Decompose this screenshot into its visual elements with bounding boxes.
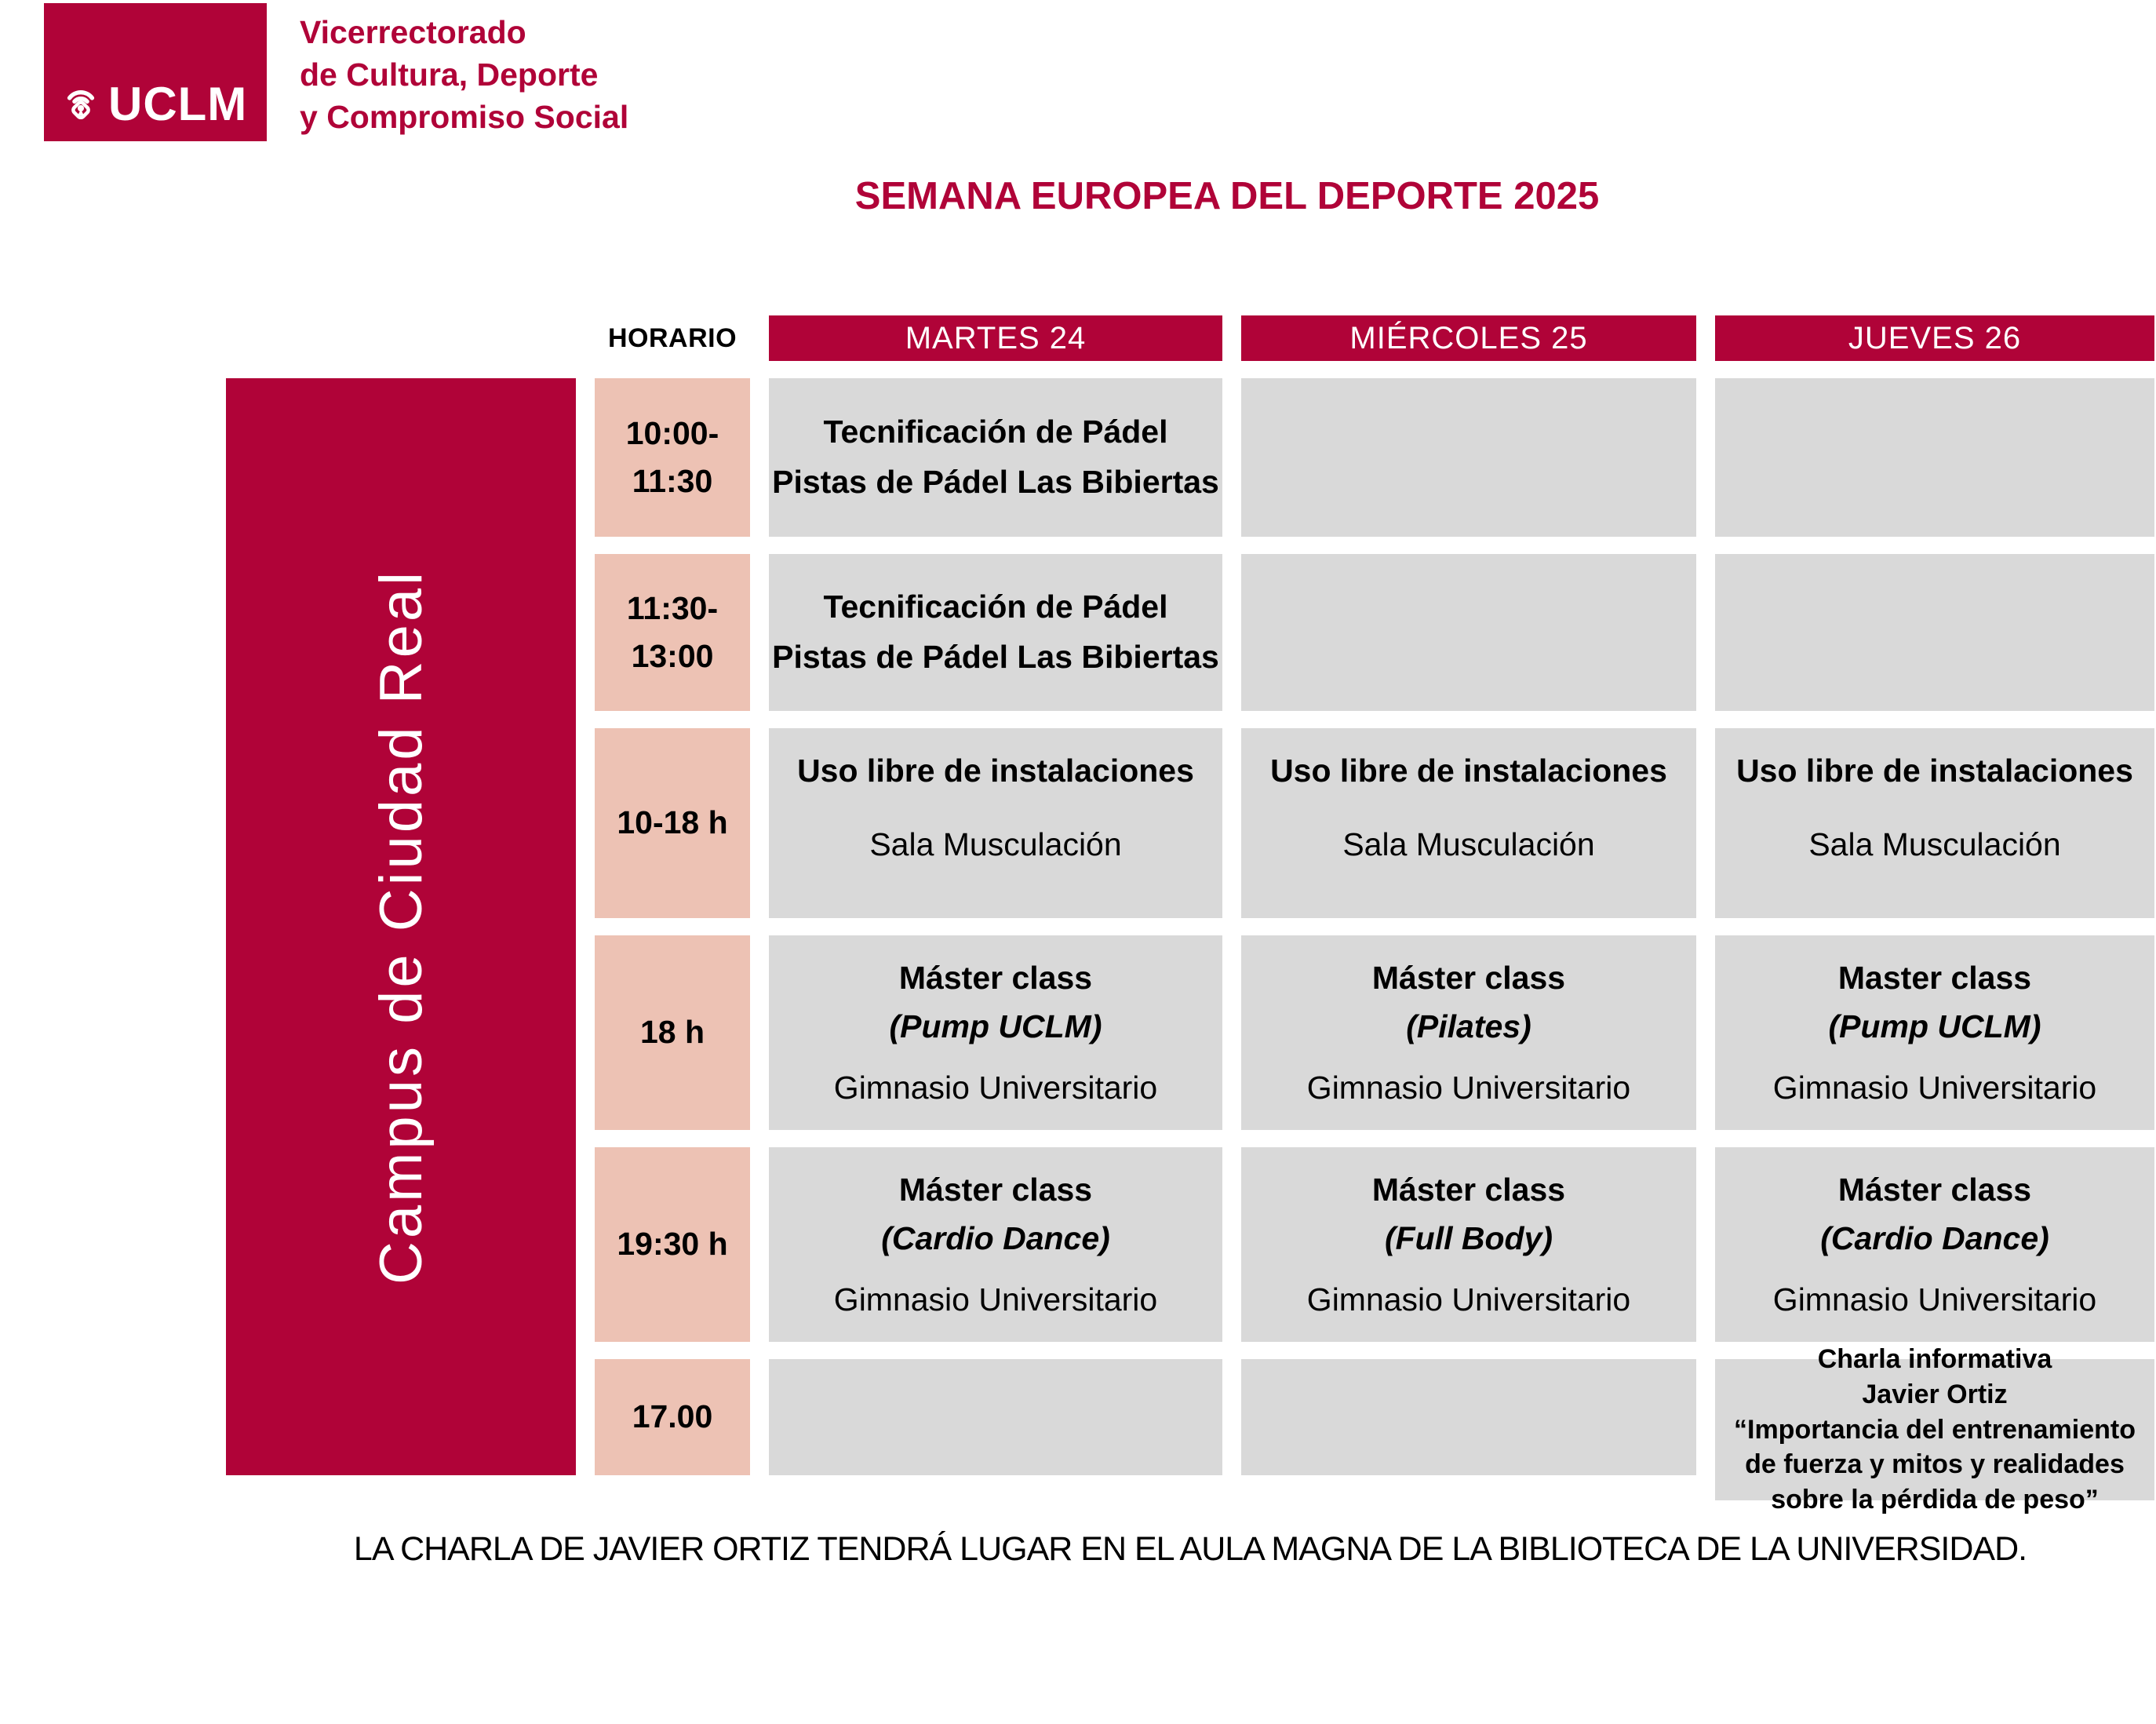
activity-title-line: Pistas de Pádel Las Bibiertas [772, 639, 1219, 675]
activity-title-line: (Pump UCLM) [1828, 1008, 2041, 1044]
activity-location: Sala Musculación [869, 826, 1122, 863]
activity-location: Gimnasio Universitario [1772, 1070, 2097, 1106]
activity-title-block [1828, 954, 2041, 1051]
department-line: Vicerrectorado [300, 14, 526, 50]
activity-location: Gimnasio Universitario [1772, 1281, 2097, 1318]
activity-title-line: Master class [1837, 960, 2032, 996]
activity-title-line: Máster class [898, 960, 1093, 996]
time-cell-r5 [595, 1147, 750, 1342]
activity-location: Sala Musculación [1342, 826, 1595, 863]
time-cell-r6 [595, 1359, 750, 1475]
charla-line: Javier Ortiz [1862, 1379, 2008, 1409]
activity-title-line: Uso libre de instalaciones [1736, 753, 2133, 789]
department-name [300, 11, 628, 138]
cell-r6-miercoles-empty [1241, 1359, 1696, 1475]
activity-location: Gimnasio Universitario [1306, 1070, 1631, 1106]
activity-title-block [1820, 1166, 2049, 1263]
activity-title-block [1372, 1166, 1565, 1263]
campus-band-label: Campus de Ciudad Real [367, 568, 435, 1285]
activity-title-line: Uso libre de instalaciones [797, 753, 1194, 789]
time-line: 19:30 h [617, 1226, 728, 1263]
activity-location: Gimnasio Universitario [833, 1070, 1158, 1106]
campus-band [226, 378, 576, 1475]
day-header-miercoles: MIÉRCOLES 25 [1241, 315, 1696, 361]
time-line: 10:00- [625, 414, 719, 451]
activity-title-line: Máster class [1371, 960, 1566, 996]
schedule-table [226, 315, 2154, 1515]
activity-location: Gimnasio Universitario [1306, 1281, 1631, 1318]
activity-title-line: (Pump UCLM) [889, 1008, 1102, 1044]
cell-r4-jueves [1715, 935, 2154, 1130]
charla-line: “Importancia del entrenamiento [1734, 1414, 2136, 1445]
cell-r2-miercoles-empty [1241, 554, 1696, 711]
cell-r1-jueves-empty [1715, 378, 2154, 537]
time-line: 13:00 [631, 638, 714, 674]
activity-location: Sala Musculación [1808, 826, 2061, 863]
cell-r6-martes-empty [769, 1359, 1222, 1475]
cell-r4-miercoles [1241, 935, 1696, 1130]
time-cell-r3 [595, 728, 750, 918]
day-header-jueves: JUEVES 26 [1715, 315, 2154, 361]
cell-r5-jueves [1715, 1147, 2154, 1342]
department-line: de Cultura, Deporte [300, 56, 599, 93]
time-line: 11:30 [632, 463, 713, 499]
activity-title-line: Máster class [898, 1172, 1093, 1208]
time-line: 10-18 h [617, 804, 728, 841]
day-header-martes: MARTES 24 [769, 315, 1222, 361]
cell-r6-jueves-charla [1715, 1343, 2154, 1515]
activity-title-line: (Full Body) [1384, 1219, 1553, 1256]
activity-title-line: Tecnificación de Pádel [823, 589, 1168, 625]
uclm-logo [44, 3, 267, 141]
activity-title-block [881, 1166, 1110, 1263]
activity-title-line: Máster class [1837, 1172, 2032, 1208]
time-cell-r1 [595, 378, 750, 537]
charla-line: Charla informativa [1817, 1343, 2052, 1374]
activity-title-line: Máster class [1371, 1172, 1566, 1208]
activity-location: Gimnasio Universitario [833, 1281, 1158, 1318]
cell-r5-miercoles [1241, 1147, 1696, 1342]
time-line: 18 h [639, 1014, 705, 1051]
cell-r5-martes [769, 1147, 1222, 1342]
cell-r3-martes [769, 728, 1222, 918]
cell-r4-martes [769, 935, 1222, 1130]
activity-title-line: (Pilates) [1406, 1008, 1531, 1044]
cell-r2-jueves-empty [1715, 554, 2154, 711]
page-title: SEMANA EUROPEA DEL DEPORTE 2025 [854, 175, 1600, 217]
uclm-emblem-icon [60, 83, 102, 126]
activity-title-line: (Cardio Dance) [881, 1219, 1110, 1256]
cell-r1-miercoles-empty [1241, 378, 1696, 537]
charla-line: sobre la pérdida de peso” [1771, 1485, 2099, 1515]
activity-title-block [889, 954, 1102, 1051]
charla-line: de fuerza y mitos y realidades [1745, 1449, 2125, 1480]
cell-r3-miercoles [1241, 728, 1696, 918]
activity-title-block [1372, 954, 1565, 1051]
department-line: y Compromiso Social [300, 99, 629, 135]
activity-title-line: Tecnificación de Pádel [823, 414, 1168, 450]
footnote: LA CHARLA DE JAVIER ORTIZ TENDRÁ LUGAR EN EL AULA MAGNA DE LA BIBLIOTECA DE LA UNIVERSIDAD. [353, 1530, 2027, 1568]
cell-r2-martes [769, 554, 1222, 711]
time-line: 17.00 [632, 1398, 713, 1435]
cell-r1-martes [769, 378, 1222, 537]
time-cell-r2 [595, 554, 750, 711]
activity-title-line: Uso libre de instalaciones [1270, 753, 1667, 789]
time-cell-r4 [595, 935, 750, 1130]
time-line: 11:30- [626, 589, 719, 626]
cell-r3-jueves [1715, 728, 2154, 918]
time-column-header: HORARIO [595, 315, 750, 361]
uclm-logo-text: UCLM [108, 78, 248, 130]
activity-title-line: Pistas de Pádel Las Bibiertas [772, 464, 1219, 500]
activity-title-line: (Cardio Dance) [1820, 1219, 2049, 1256]
